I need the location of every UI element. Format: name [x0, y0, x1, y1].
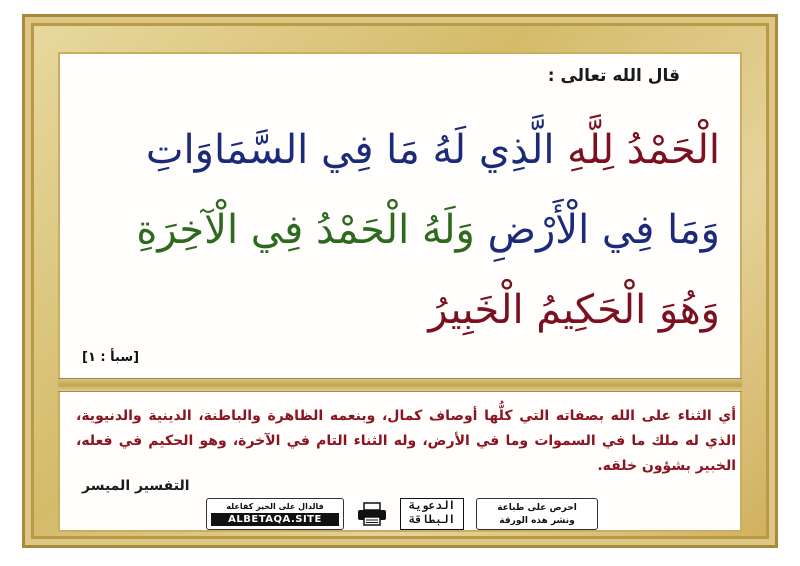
intro-text: قال الله تعالى :: [547, 66, 680, 86]
printer-icon: [356, 502, 388, 526]
logo: [400, 498, 464, 530]
logo-line-1: الدعوية: [408, 499, 456, 512]
tafsir-text: [76, 404, 736, 479]
footer-motto: فالدال على الخير كفاعله: [226, 502, 324, 511]
logo-line-2: البطاقة: [408, 513, 456, 526]
tafsir-part-1: أي الثناء على الله بصفاته التي كلُّها أوصاف كمال، وبنعمه الظاهرة والباطنة، الدينية والدنيوية، الذي له ملك ما في السموات وما في الأرض، وله الثناء التام في الآخرة،: [76, 408, 736, 449]
tafsir-part-2: وهو الحكيم في فعله، الخبير بشؤون خلقه.: [76, 433, 736, 474]
verse-line-1: [80, 127, 720, 173]
verse-line-1-navy: الَّذِي لَهُ مَا فِي السَّمَاوَاتِ: [145, 127, 568, 173]
print-note-line-2: ونشر هذه الورقة: [499, 516, 575, 526]
print-note-line-1: احرص على طباعة: [497, 503, 577, 513]
section-divider: [58, 378, 742, 392]
tafsir-source: التفسير الميسر: [82, 478, 190, 494]
footer-site-link[interactable]: ALBETAQA.SITE: [211, 513, 339, 526]
footer: [206, 498, 598, 530]
verse-line-2-green: وَلَهُ الْحَمْدُ فِي الْآخِرَةِ: [136, 207, 488, 253]
verse-line-3: وَهُوَ الْحَكِيمُ الْخَبِيرُ: [428, 287, 720, 333]
verse-line-1-maroon: الْحَمْدُ لِلَّهِ: [567, 127, 720, 173]
verse-line-2-navy: وَمَا فِي الْأَرْضِ: [487, 207, 720, 253]
footer-print-note: [476, 498, 598, 530]
verse-line-2: [80, 207, 720, 253]
footer-site-box: [206, 498, 344, 530]
verse-reference: [سبأ : ١]: [82, 350, 140, 365]
